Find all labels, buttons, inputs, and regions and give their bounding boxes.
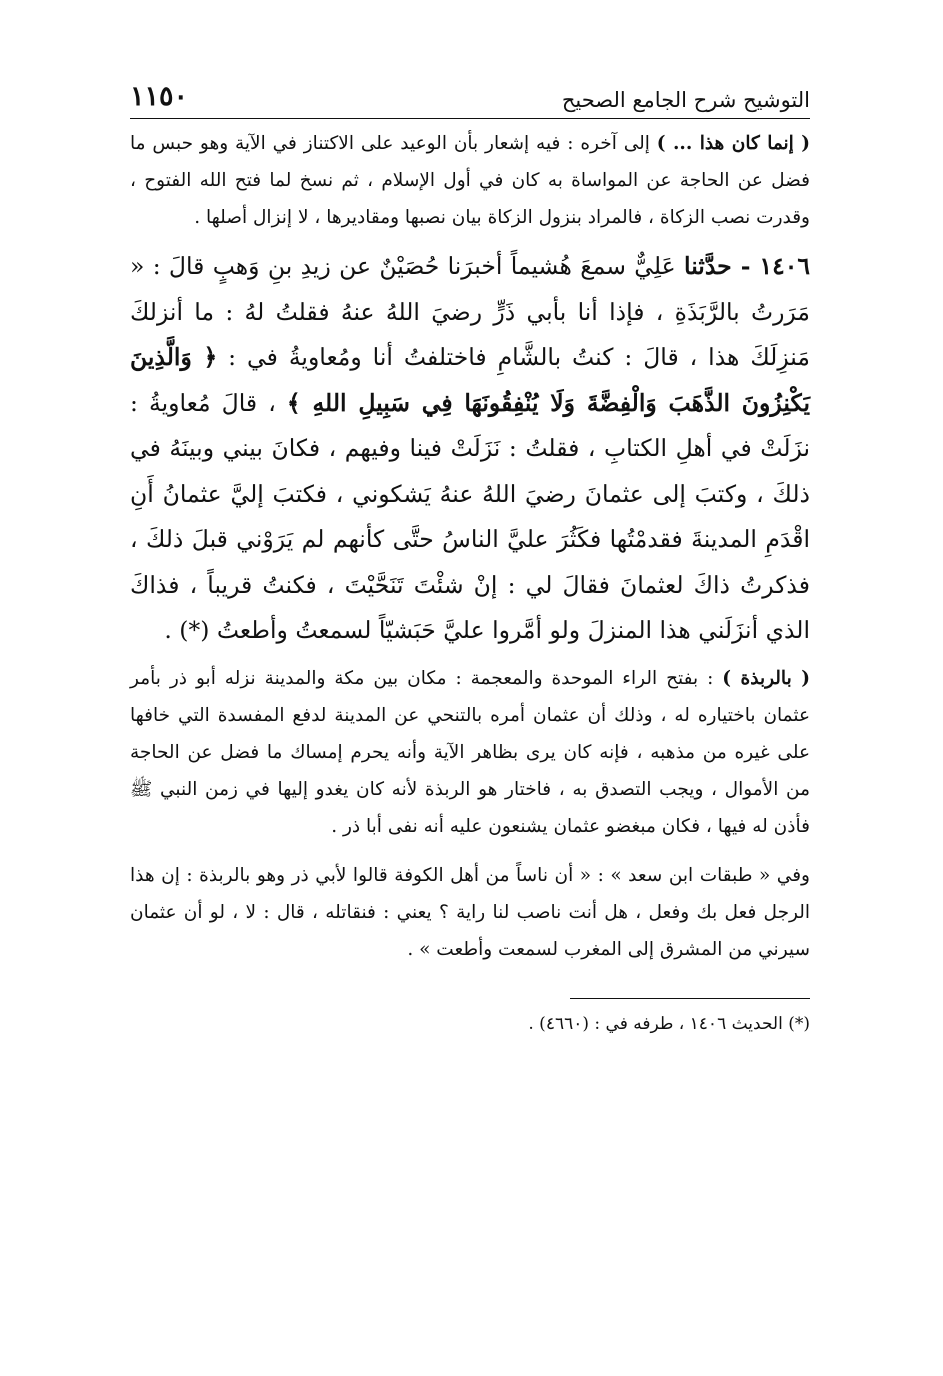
book-title: التوشيح شرح الجامع الصحيح bbox=[561, 88, 810, 112]
commentary-paragraph-ibn-saad: وفي « طبقات ابن سعد » : « أن ناساً من أهل الكوفة قالوا لأبي ذر وهو بالربذة : إن هذا الرجل فعل بك وفعل ، هل أنت ناصب لنا راية ؟ يعني : فنقاتله ، قال : لا ، لو أن عثمان سيرني من المشرق إلى المغرب لسمعت وأطعت » . bbox=[130, 864, 810, 960]
commentary-text: إلى آخره : فيه إشعار بأن الوعيد على الاكتناز في الآية وهو حبس ما فضل عن الحاجة عن المواساة به كان في أول الإسلام ، ثم نسخ لما فتح الله الفتوح ، وقدرت نصب الزكاة ، فالمراد بنزول الزكاة بيان نصبها ومقاديرها ، لا إنزال أصلها . bbox=[130, 133, 810, 228]
commentary-paragraph-intro bbox=[130, 125, 810, 236]
page-header bbox=[130, 78, 810, 112]
page-number: ١١٥٠ bbox=[130, 81, 189, 112]
commentary-lemma: ( إنما كان هذا ... ) bbox=[656, 133, 810, 154]
quran-verse: ﴿ وَالَّذِينَ يَكْنِزُونَ الذَّهَبَ وَالْفِضَّةَ وَلَا يُنْفِقُونَهَا فِي سَبِيلِ اللهِ ﴾ bbox=[130, 343, 810, 417]
footnote: (*) الحديث ١٤٠٦ ، طرفه في : (٤٦٦٠) . bbox=[528, 1013, 810, 1034]
commentary-text: : بفتح الراء الموحدة والمعجمة : مكان بين مكة والمدينة نزله أبو ذر بأمر عثمان باختياره له ، وذلك أن عثمان أمره بالتنحي عن المدينة لدفع المفسدة التي خافها على غيره من مذهبه ، فإنه كان يرى بظاهر الآية وأنه يحرم إمساك ما فضل عن الحاجة من الأموال ، ويجب التصدق به ، فاختار هو الربذة لأنه كان يغدو إليها في زمن النبي ﷺ فأذن له فيها ، فكان مبغضو عثمان يشنعون عليه أنه نفى أبا ذر . bbox=[130, 667, 810, 837]
header-rule bbox=[130, 118, 810, 119]
commentary-paragraph-rabadha bbox=[130, 660, 810, 845]
hadith-text-part2: ، قالَ مُعاويةُ : نزَلَتْ في أهلِ الكتابِ ، فقلتُ : نَزَلَتْ فينا وفيهم ، فكانَ بيني وبينَهُ في ذلكَ ، وكتبَ إلى عثمانَ رضيَ اللهُ عنهُ يَشكوني ، فكتبَ إليَّ عثمانُ أَنِ اقْدَمِ المدينةَ فقدمْتُها فكَثُرَ عليَّ الناسُ حتَّى كأنهم لم يَرَوْني قبلَ ذلكَ ، فذكرتُ ذاكَ لعثمانَ فقالَ لي : إنْ شئْتَ تَنَحَّيْتَ ، فكنتُ قريباً ، فذاكَ الذي أنزَلَني هذا المنزلَ ولو أمَّروا عليَّ حَبَشيّاً لسمعتُ وأطعتُ (*) . bbox=[130, 388, 810, 644]
hadith-number: ١٤٠٦ - حدَّثنا bbox=[684, 252, 810, 280]
commentary-lemma: ( بالربذة ) bbox=[722, 667, 810, 689]
hadith-text-part1: عَلِيٌّ سمعَ هُشيماً أخبرَنا حُصَيْنٌ عن زيدِ بنِ وَهبٍ قالَ : « مَرَرتُ بالرَّبَذَةِ ، فإذا أنا بأبي ذَرٍّ رضيَ اللهُ عنهُ فقلتُ لهُ : ما أنزلكَ مَنزِلَكَ هذا ، قالَ : كنتُ بالشَّامِ فاختلفتُ أنا ومُعاويةُ في : bbox=[130, 252, 810, 371]
footnote-rule bbox=[570, 998, 810, 999]
page bbox=[130, 78, 810, 1039]
hadith-paragraph bbox=[130, 244, 810, 654]
